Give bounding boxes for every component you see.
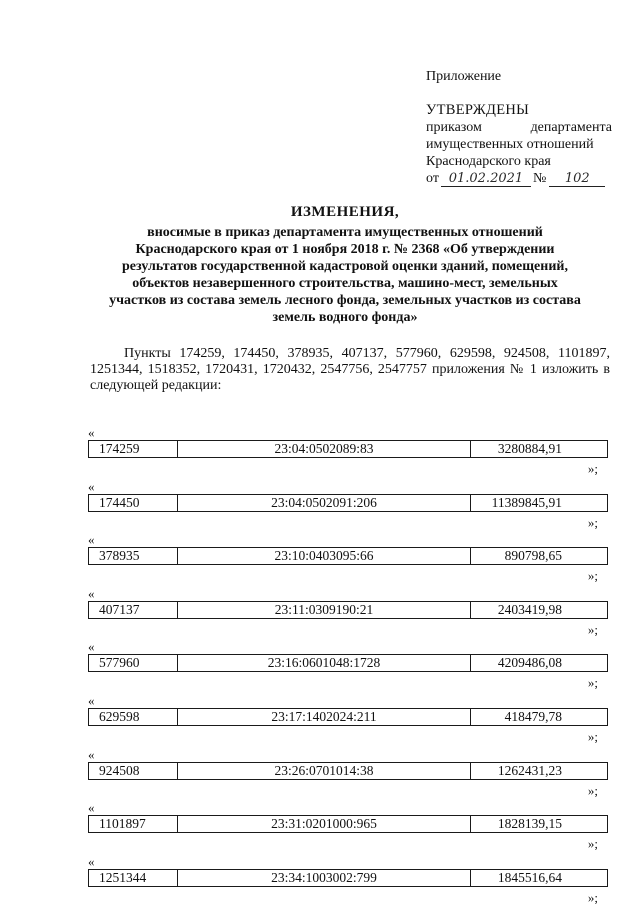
- quote-close: »;: [587, 675, 598, 690]
- date-prefix: от: [426, 171, 439, 186]
- approval-block: [426, 68, 612, 187]
- intro-text: Пункты 174259, 174450, 378935, 407137, 577960, 629598, 924508, 1101897, 1251344, 1518352, 1720431, 1720432, 2547756, 2547757 приложения № 1 изложить в следующей редакции:: [90, 346, 610, 393]
- table-row: [88, 494, 608, 512]
- approval-order-word: приказом: [426, 120, 482, 135]
- cadastral-number-cell: 23:31:0201000:965: [178, 816, 471, 832]
- table-row: [88, 654, 608, 672]
- number-prefix: №: [532, 171, 547, 186]
- row-number-cell: 174259: [89, 441, 178, 457]
- cadastral-value-cell: 2403419,98: [497, 602, 562, 617]
- title-line: вносимые в приказ департамента имущественных отношений: [147, 225, 543, 240]
- table-row: [88, 547, 608, 565]
- table-row-block: [88, 640, 608, 696]
- cadastral-number-cell: 23:16:0601048:1728: [178, 655, 471, 671]
- intro-paragraph: [90, 346, 610, 394]
- table-row-block: [88, 748, 608, 804]
- row-number-cell: 1101897: [89, 816, 178, 832]
- table-row-block: [88, 533, 608, 589]
- table-row-block: [88, 426, 608, 482]
- quote-close: »;: [587, 729, 598, 744]
- cadastral-number-cell: 23:34:1003002:799: [178, 870, 471, 886]
- quote-close: »;: [587, 783, 598, 798]
- approval-date-line: [426, 170, 612, 187]
- row-number-cell: 577960: [89, 655, 178, 671]
- quote-close: »;: [587, 515, 598, 530]
- title-line: Краснодарского края от 1 ноября 2018 г. № 2368 «Об утверждении: [135, 242, 555, 257]
- quote-open: «: [88, 854, 95, 869]
- cadastral-value-cell: 3280884,91: [497, 441, 562, 456]
- table-row: [88, 601, 608, 619]
- cadastral-value-cell: 1262431,23: [497, 763, 562, 778]
- table-row-block: [88, 480, 608, 536]
- cadastral-number-cell: 23:11:0309190:21: [178, 602, 471, 618]
- cadastral-number-cell: 23:04:0502091:206: [178, 495, 471, 511]
- row-number-cell: 174450: [89, 495, 178, 511]
- row-number-cell: 1251344: [89, 870, 178, 886]
- handwritten-order-number: 102: [549, 172, 605, 187]
- row-number-cell: 924508: [89, 763, 178, 779]
- approval-department-word: департамента: [530, 120, 612, 135]
- table-row: [88, 869, 608, 887]
- cadastral-value-cell: 1845516,64: [497, 870, 562, 885]
- approval-line-2: имущественных отношений: [426, 137, 594, 152]
- title-main: ИЗМЕНЕНИЯ,: [290, 204, 400, 220]
- quote-close: »;: [587, 836, 598, 851]
- table-row: [88, 440, 608, 458]
- quote-open: «: [88, 532, 95, 547]
- quote-open: «: [88, 747, 95, 762]
- row-number-cell: 378935: [89, 548, 178, 564]
- handwritten-date: 01.02.2021: [441, 172, 531, 187]
- approval-order-line: [426, 119, 612, 136]
- table-row: [88, 815, 608, 833]
- title-line: земель водного фонда»: [272, 310, 418, 325]
- row-number-cell: 629598: [89, 709, 178, 725]
- table-row-block: [88, 801, 608, 857]
- document-title: [80, 204, 610, 326]
- approved-heading: УТВЕРЖДЕНЫ: [426, 102, 530, 118]
- quote-open: «: [88, 800, 95, 815]
- title-line: участков из состава земель лесного фонда, земельных участков из состава: [109, 293, 581, 308]
- quote-open: «: [88, 425, 95, 440]
- cadastral-number-cell: 23:17:1402024:211: [178, 709, 471, 725]
- table-row: [88, 762, 608, 780]
- quote-open: «: [88, 586, 95, 601]
- quote-close: »;: [587, 461, 598, 476]
- title-line: объектов незавершенного строительства, машино-мест, земельных: [132, 276, 558, 291]
- row-number-cell: 407137: [89, 602, 178, 618]
- table-row-block: [88, 587, 608, 643]
- quote-close: »;: [587, 568, 598, 583]
- quote-open: «: [88, 639, 95, 654]
- approval-line-3: Краснодарского края: [426, 154, 551, 169]
- table-row-block: [88, 694, 608, 750]
- quote-close: »;: [587, 890, 598, 905]
- quote-open: «: [88, 693, 95, 708]
- quote-close: »;: [587, 622, 598, 637]
- cadastral-number-cell: 23:04:0502089:83: [178, 441, 471, 457]
- cadastral-value-cell: 11389845,91: [491, 495, 562, 510]
- cadastral-value-cell: 890798,65: [504, 548, 562, 563]
- table-row: [88, 708, 608, 726]
- title-line: результатов государственной кадастровой оценки зданий, помещений,: [122, 259, 568, 274]
- cadastral-number-cell: 23:26:0701014:38: [178, 763, 471, 779]
- cadastral-value-cell: 418479,78: [504, 709, 562, 724]
- table-row-block: [88, 855, 608, 911]
- appendix-label: Приложение: [426, 69, 502, 84]
- quote-open: «: [88, 479, 95, 494]
- cadastral-number-cell: 23:10:0403095:66: [178, 548, 471, 564]
- cadastral-value-cell: 4209486,08: [497, 655, 562, 670]
- cadastral-value-cell: 1828139,15: [497, 816, 562, 831]
